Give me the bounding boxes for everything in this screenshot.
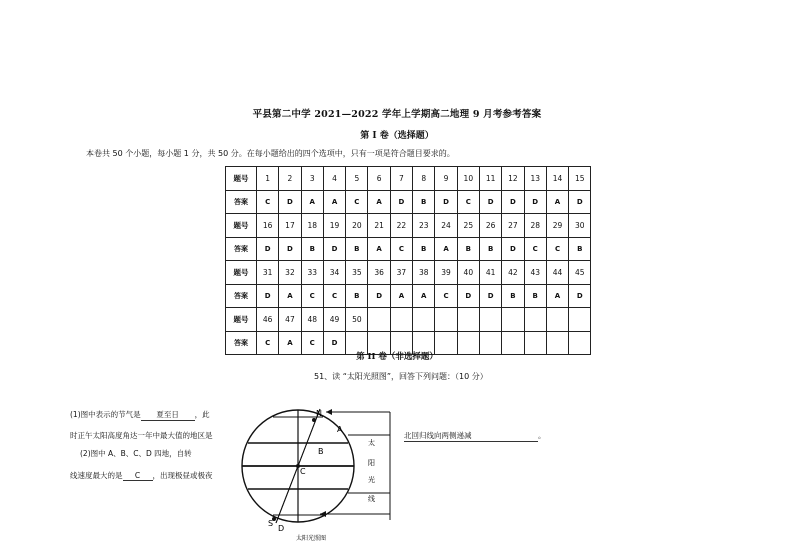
question-number-cell: 11 <box>479 167 501 191</box>
answer-cell: D <box>479 284 501 308</box>
question-number-cell: 39 <box>435 261 457 285</box>
sunlight-diagram <box>228 402 408 544</box>
answer-cell: D <box>569 190 591 214</box>
question-number-cell: 16 <box>257 214 279 238</box>
label-c: C <box>300 467 306 476</box>
question-number-cell: 33 <box>301 261 323 285</box>
answer-cell: D <box>323 331 345 355</box>
question-51: 51、读 “太阳光照图”，回答下列问题：（10 分） <box>314 372 488 381</box>
point-n-marker <box>312 418 316 422</box>
answer-cell: B <box>413 190 435 214</box>
question-number-cell: 35 <box>346 261 368 285</box>
answer-cell: D <box>390 190 412 214</box>
number-row-label: 题号 <box>226 214 257 238</box>
question-number-cell: 37 <box>390 261 412 285</box>
question-number-cell: 45 <box>569 261 591 285</box>
question-number-cell: 28 <box>524 214 546 238</box>
question-number-cell: 29 <box>546 214 568 238</box>
question-number-cell: 26 <box>479 214 501 238</box>
number-row <box>226 214 591 238</box>
number-row-label: 题号 <box>226 308 257 332</box>
answer-cell: C <box>346 190 368 214</box>
answer-cell: C <box>301 284 323 308</box>
question-number-cell: 7 <box>390 167 412 191</box>
q1-line2: 时正午太阳高度角达一年中最大值的地区是 <box>70 431 213 440</box>
answer-cell: A <box>546 190 568 214</box>
answer-cell: C <box>257 190 279 214</box>
question-number-cell <box>502 308 524 332</box>
answer-row-label: 答案 <box>226 237 257 261</box>
question-number-cell: 42 <box>502 261 524 285</box>
question-number-cell: 17 <box>279 214 301 238</box>
q2-answer: C <box>123 471 153 481</box>
sun-ray-arrow-1 <box>326 409 332 415</box>
question-number-cell: 44 <box>546 261 568 285</box>
answer-cell: B <box>346 284 368 308</box>
question-number-cell: 1 <box>257 167 279 191</box>
question-number-cell <box>435 308 457 332</box>
question-number-cell <box>546 308 568 332</box>
answer-cell: D <box>524 190 546 214</box>
section1-title: 第 I 卷（选择题） <box>360 131 434 141</box>
q2-line2 <box>70 470 213 481</box>
question-number-cell: 48 <box>301 308 323 332</box>
question-number-cell: 8 <box>413 167 435 191</box>
label-a: A <box>337 425 343 434</box>
answer-cell: B <box>346 237 368 261</box>
answer-cell: B <box>457 237 479 261</box>
number-row-label: 题号 <box>226 167 257 191</box>
answer-cell: B <box>479 237 501 261</box>
question-number-cell: 23 <box>413 214 435 238</box>
question-number-cell: 6 <box>368 167 390 191</box>
answer-cell: C <box>301 331 323 355</box>
instructions: 本卷共 50 个小题，每小题 1 分，共 50 分。在每小题给出的四个选项中，只有一项是符合题目要求的。 <box>86 149 455 158</box>
question-number-cell <box>368 308 390 332</box>
question-number-cell: 32 <box>279 261 301 285</box>
number-row-label: 题号 <box>226 261 257 285</box>
answer-row <box>226 190 591 214</box>
answer-cell: C <box>546 237 568 261</box>
question-number-cell <box>524 308 546 332</box>
answer-cell: D <box>457 284 479 308</box>
question-number-cell: 50 <box>346 308 368 332</box>
question-number-cell <box>479 308 501 332</box>
answer-cell: A <box>279 284 301 308</box>
answer-cell: B <box>569 237 591 261</box>
question-number-cell: 13 <box>524 167 546 191</box>
q1-answer: 夏至日 <box>141 409 195 421</box>
answer-row-label: 答案 <box>226 190 257 214</box>
answer-cell: A <box>435 237 457 261</box>
label-n: N <box>316 409 322 418</box>
answer-cell: D <box>502 190 524 214</box>
question-number-cell: 40 <box>457 261 479 285</box>
question-number-cell: 2 <box>279 167 301 191</box>
q1-answer2: 北回归线向两侧递减 <box>404 430 538 442</box>
question-number-cell: 21 <box>368 214 390 238</box>
answer-cell: D <box>368 284 390 308</box>
answer-row <box>226 284 591 308</box>
answer-cell: D <box>257 284 279 308</box>
question-number-cell <box>569 308 591 332</box>
sun-text-1: 太 <box>368 439 375 447</box>
question-number-cell: 25 <box>457 214 479 238</box>
sun-text-2: 阳 <box>368 459 375 467</box>
answer-cell: D <box>279 190 301 214</box>
question-number-cell: 10 <box>457 167 479 191</box>
question-number-cell: 14 <box>546 167 568 191</box>
question-number-cell: 18 <box>301 214 323 238</box>
answer-cell: C <box>257 331 279 355</box>
answer-cell: A <box>413 284 435 308</box>
sun-text-3: 光 <box>368 476 375 484</box>
label-d: D <box>278 524 285 533</box>
question-number-cell: 9 <box>435 167 457 191</box>
answer-cell: A <box>546 284 568 308</box>
answer-cell: B <box>524 284 546 308</box>
question-number-cell: 4 <box>323 167 345 191</box>
answer-cell: D <box>479 190 501 214</box>
question-number-cell: 31 <box>257 261 279 285</box>
diagram-caption: 太阳光照图 <box>296 535 327 542</box>
question-number-cell: 47 <box>279 308 301 332</box>
answer-cell: A <box>279 331 301 355</box>
answer-cell: C <box>435 284 457 308</box>
question-number-cell: 22 <box>390 214 412 238</box>
question-number-cell: 3 <box>301 167 323 191</box>
answer-cell: C <box>524 237 546 261</box>
question-number-cell: 41 <box>479 261 501 285</box>
answer-cell: A <box>368 190 390 214</box>
answer-cell: D <box>569 284 591 308</box>
number-row <box>226 308 591 332</box>
answer-table <box>225 166 591 355</box>
answer-cell: A <box>301 190 323 214</box>
answer-cell: C <box>323 284 345 308</box>
question-number-cell: 12 <box>502 167 524 191</box>
answer-cell: A <box>368 237 390 261</box>
answer-cell: B <box>301 237 323 261</box>
q2-prefix: 线速度最大的是 <box>70 471 123 480</box>
q1-end: 。 <box>538 431 546 440</box>
answer-row-label: 答案 <box>226 331 257 355</box>
q2-line1: (2)图中 A、B、C、D 四地，自转 <box>80 449 192 458</box>
answer-cell: D <box>279 237 301 261</box>
answer-cell: D <box>435 190 457 214</box>
section2-title: 第 II 卷（非选择题） <box>356 352 438 362</box>
question-number-cell: 46 <box>257 308 279 332</box>
answer-cell: D <box>257 237 279 261</box>
label-s: S <box>268 519 274 528</box>
number-row <box>226 261 591 285</box>
question-number-cell: 36 <box>368 261 390 285</box>
answer-cell: D <box>323 237 345 261</box>
question-number-cell: 49 <box>323 308 345 332</box>
answer-cell: B <box>413 237 435 261</box>
question-number-cell: 20 <box>346 214 368 238</box>
question-number-cell: 15 <box>569 167 591 191</box>
answer-cell: C <box>457 190 479 214</box>
q2-suffix: ，出现极昼或极夜 <box>152 471 213 480</box>
question-number-cell: 24 <box>435 214 457 238</box>
q1-prefix: (1)图中表示的节气是 <box>70 410 141 419</box>
question-number-cell: 19 <box>323 214 345 238</box>
question-number-cell <box>390 308 412 332</box>
question-number-cell <box>457 308 479 332</box>
answer-cell: C <box>390 237 412 261</box>
answer-cell: B <box>502 284 524 308</box>
answer-cell: A <box>390 284 412 308</box>
label-b: B <box>318 447 324 456</box>
q1-line1 <box>70 409 210 421</box>
question-number-cell: 34 <box>323 261 345 285</box>
question-number-cell: 5 <box>346 167 368 191</box>
question-number-cell: 38 <box>413 261 435 285</box>
answer-cell: D <box>502 237 524 261</box>
question-number-cell: 30 <box>569 214 591 238</box>
question-number-cell <box>413 308 435 332</box>
number-row <box>226 167 591 191</box>
answer-cell: A <box>323 190 345 214</box>
question-number-cell: 27 <box>502 214 524 238</box>
answer-row-label: 答案 <box>226 284 257 308</box>
page-title: 平县第二中学 2021—2022 学年上学期高二地理 9 月考参考答案 <box>252 109 542 120</box>
sun-text-4: 线 <box>368 495 375 503</box>
q1-suffix: ，此 <box>194 410 210 419</box>
q1-answer2-line <box>404 430 546 442</box>
answer-row <box>226 237 591 261</box>
question-number-cell: 43 <box>524 261 546 285</box>
